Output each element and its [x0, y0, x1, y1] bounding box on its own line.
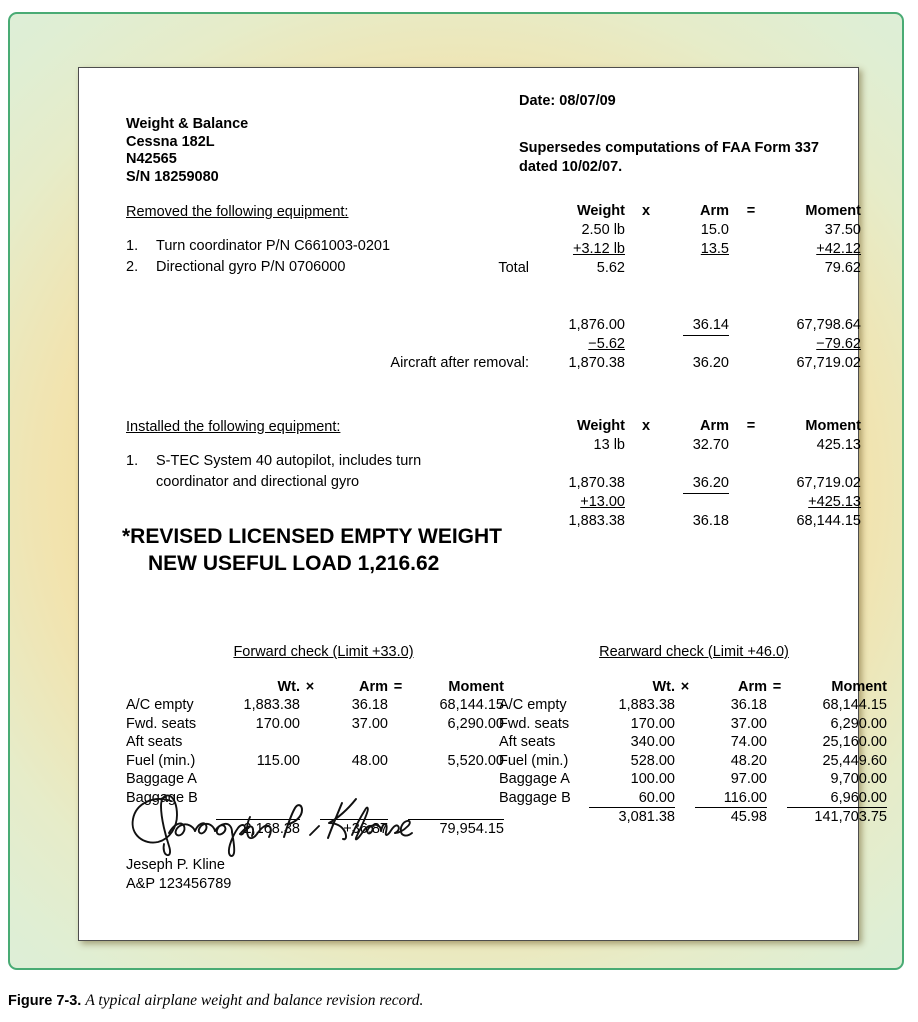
cell-moment — [408, 733, 504, 752]
column-header-wt: Wt. — [277, 678, 300, 695]
cell-wt: 1,883.38 — [618, 697, 675, 713]
table-row — [499, 770, 887, 789]
cell-times — [675, 696, 695, 715]
cell-times — [300, 752, 320, 771]
cell-equals — [767, 696, 787, 715]
column-header-equals: = — [393, 678, 403, 695]
column-header-times: × — [680, 678, 690, 695]
cell-total-arm: 45.98 — [730, 809, 767, 825]
cell-equals — [767, 733, 787, 752]
row-label: Aft seats — [499, 734, 556, 750]
cell-weight: 1,870.38 — [568, 355, 625, 371]
cell-equals — [388, 752, 408, 771]
cell-arm: 13.5 — [700, 241, 729, 257]
table-row — [126, 752, 504, 771]
cell-wt: 60.00 — [589, 789, 675, 808]
signature-image — [124, 793, 414, 861]
cell-total-arm: +36.87 — [320, 820, 388, 839]
cell-weight: +3.12 lb — [572, 241, 625, 257]
column-header-wt: Wt. — [652, 678, 675, 695]
cell-equals — [767, 808, 787, 827]
column-header-item — [126, 678, 216, 697]
cell-total-wt: 2,168.38 — [216, 820, 300, 839]
installed-equipment-calculation — [379, 417, 861, 531]
calc-row — [379, 221, 861, 240]
document-header-identity — [126, 116, 248, 186]
list-item-text: S-TEC System 40 autopilot, includes turn coordinator and directional gyro — [156, 453, 422, 490]
column-header-equals: = — [772, 678, 782, 695]
revised-line-1: *REVISED LICENSED EMPTY WEIGHT — [122, 525, 502, 548]
figure-caption — [8, 992, 423, 1010]
calc-header-row — [379, 202, 861, 221]
cell-times — [675, 789, 695, 808]
column-header-moment: Moment — [805, 203, 861, 219]
cell-arm: 36.18 — [692, 513, 729, 529]
cell-wt: 115.00 — [256, 752, 300, 769]
cell-arm: 37.00 — [730, 715, 767, 732]
list-item-number: 2. — [126, 259, 139, 275]
cell-times — [300, 733, 320, 752]
cell-arm — [320, 733, 388, 752]
cell-moment: 79.62 — [824, 260, 861, 276]
cell-total-wt: 3,081.38 — [618, 809, 675, 825]
document-page — [78, 67, 887, 941]
row-label: A/C empty — [126, 697, 194, 713]
decorative-frame — [8, 12, 904, 970]
cell-wt: 340.00 — [630, 734, 675, 750]
row-label: Fuel (min.) — [126, 752, 196, 769]
cell-total-moment: 79,954.15 — [408, 820, 504, 839]
cell-weight: 5.62 — [596, 260, 625, 276]
cell-weight: 1,883.38 — [568, 513, 625, 529]
cell-equals — [388, 733, 408, 752]
column-header-moment: Moment — [831, 678, 887, 695]
document-date: Date: 08/07/09 — [519, 93, 616, 109]
calc-spacer — [379, 455, 861, 474]
arm-rule — [683, 335, 729, 336]
cell-weight: 1,870.38 — [568, 475, 625, 491]
cell-wt — [216, 770, 300, 789]
cell-moment: 25,449.60 — [822, 752, 887, 769]
cell-arm: 36.20 — [692, 355, 729, 371]
row-label: Fuel (min.) — [499, 752, 569, 769]
cell-equals — [767, 715, 787, 734]
cell-equals — [767, 789, 787, 808]
cell-moment: 37.50 — [824, 222, 861, 238]
column-header-times: x — [641, 418, 651, 434]
row-label: Baggage A — [499, 771, 570, 787]
column-header-moment: Moment — [805, 418, 861, 434]
row-label: Baggage B — [499, 789, 571, 806]
cell-arm: 37.00 — [351, 715, 388, 732]
cell-equals — [767, 752, 787, 771]
removed-equipment-calculation — [379, 202, 861, 373]
table-row — [126, 696, 504, 715]
list-item-number: 1. — [126, 238, 139, 254]
spacer-cell — [408, 807, 504, 820]
row-label: Aft seats — [126, 734, 183, 750]
calc-row — [379, 436, 861, 455]
cell-moment — [408, 770, 504, 789]
column-header-arm: Arm — [358, 678, 388, 695]
cell-moment: 67,719.02 — [796, 355, 861, 371]
cell-arm — [667, 493, 729, 512]
rearward-check-table — [499, 643, 889, 827]
column-header-weight: Weight — [576, 418, 625, 434]
cell-moment: 5,520.00 — [447, 752, 504, 769]
cell-arm: 15.0 — [700, 222, 729, 238]
figure-number: Figure 7-3. — [8, 993, 82, 1009]
calc-total-row — [379, 354, 861, 373]
supersedes-note: Supersedes computations of FAA Form 337 dated 10/02/07. — [519, 140, 819, 175]
column-header-times: x — [641, 203, 651, 219]
removed-equipment-heading: Removed the following equipment: — [126, 204, 349, 220]
cell-moment: 68,144.15 — [796, 513, 861, 529]
header-line-registration: N42565 — [126, 151, 177, 167]
cell-times — [675, 752, 695, 771]
calc-total-row — [379, 259, 861, 278]
cell-arm — [320, 770, 388, 789]
cell-arm: 36.18 — [730, 697, 767, 713]
calc-row-label: Total — [498, 260, 529, 276]
cell-weight: 2.50 lb — [581, 222, 625, 238]
signer-certificate: A&P 123456789 — [126, 876, 232, 892]
table-row — [499, 733, 887, 752]
cell-moment — [408, 789, 504, 808]
row-label: Baggage B — [126, 789, 198, 806]
column-header-arm: Arm — [737, 678, 767, 695]
table-row — [499, 789, 887, 808]
cell-moment: 67,719.02 — [796, 475, 861, 491]
calc-header-row — [379, 417, 861, 436]
cell-arm — [667, 335, 729, 354]
cell-moment: 67,798.64 — [796, 317, 861, 333]
cell-moment: 9,700.00 — [830, 771, 887, 787]
cell-wt: 1,883.38 — [243, 697, 300, 713]
cell-arm: 36.20 — [692, 475, 729, 491]
rearward-check-title: Rearward check (Limit +46.0) — [599, 644, 789, 660]
cell-times — [300, 770, 320, 789]
cell-moment: 425.13 — [816, 437, 861, 453]
header-line-title: Weight & Balance — [126, 116, 249, 132]
figure-caption-text: A typical airplane weight and balance revision record. — [85, 992, 424, 1009]
table — [499, 678, 887, 827]
cell-arm: 116.00 — [695, 789, 767, 808]
cell-wt: 170.00 — [255, 715, 300, 732]
cell-moment: 6,290.00 — [830, 715, 887, 732]
cell-times — [675, 808, 695, 827]
cell-moment: 6,290.00 — [447, 715, 504, 732]
cell-moment: 68,144.15 — [822, 697, 887, 713]
cell-times — [675, 733, 695, 752]
cell-wt: 170.00 — [630, 715, 675, 732]
cell-arm: 36.14 — [692, 317, 729, 333]
table-total-row — [499, 808, 887, 827]
cell-times — [300, 715, 320, 734]
cell-times — [675, 715, 695, 734]
cell-equals — [767, 770, 787, 789]
calc-row — [379, 335, 861, 354]
row-label: Baggage A — [126, 771, 197, 787]
revised-line-2: NEW USEFUL LOAD 1,216.62 — [148, 552, 440, 575]
list-item — [126, 236, 390, 257]
cell-moment: 68,144.15 — [439, 697, 504, 713]
cell-weight: +13.00 — [580, 494, 625, 510]
row-label — [499, 808, 589, 827]
list-item-text: Directional gyro P/N 0706000 — [156, 259, 346, 275]
calc-row — [379, 474, 861, 493]
table-header-row — [126, 678, 504, 697]
cell-arm: 36.18 — [351, 697, 388, 713]
column-header-weight: Weight — [576, 203, 625, 219]
calc-spacer — [379, 297, 861, 316]
cell-times — [675, 770, 695, 789]
cell-moment: −79.62 — [816, 336, 861, 352]
column-header-item — [499, 678, 589, 697]
arm-rule — [683, 493, 729, 494]
cell-arm: 74.00 — [730, 734, 767, 750]
column-header-times: × — [305, 678, 315, 695]
cell-moment: 25,160.00 — [822, 734, 887, 750]
calc-spacer — [379, 278, 861, 297]
header-line-model: Cessna 182L — [126, 133, 215, 150]
cell-weight: 1,876.00 — [568, 317, 625, 333]
calc-row — [379, 316, 861, 335]
cell-wt: 528.00 — [630, 752, 675, 769]
header-line-serial: S/N 18259080 — [126, 168, 219, 185]
calc-row-label: Aircraft after removal: — [390, 355, 529, 371]
cell-moment: +42.12 — [816, 241, 861, 257]
row-label: Fwd. seats — [499, 715, 570, 732]
row-label: A/C empty — [499, 697, 567, 713]
table-row — [126, 715, 504, 734]
list-item-text: Turn coordinator P/N C661003-0201 — [156, 238, 391, 254]
list-item — [126, 257, 390, 278]
table-row — [126, 770, 504, 789]
cell-moment: 6,960.00 — [787, 789, 887, 808]
list-item-number: 1. — [126, 453, 139, 469]
cell-wt: 100.00 — [630, 771, 675, 787]
calc-row — [379, 240, 861, 259]
cell-weight: 13 lb — [593, 437, 625, 453]
table-row — [499, 715, 887, 734]
installed-equipment-heading: Installed the following equipment: — [126, 419, 341, 435]
cell-times — [300, 696, 320, 715]
cell-total-moment: 141,703.75 — [814, 809, 887, 825]
table-row — [499, 752, 887, 771]
table-header-row — [499, 678, 887, 697]
calc-row — [379, 493, 861, 512]
cell-moment: +425.13 — [808, 494, 861, 510]
column-header-equals: = — [746, 418, 756, 434]
cell-arm: 48.00 — [351, 752, 388, 769]
row-label: Fwd. seats — [126, 715, 197, 732]
cell-arm: 97.00 — [730, 771, 767, 787]
removed-equipment-list — [126, 236, 390, 278]
cell-equals — [388, 770, 408, 789]
column-header-equals: = — [746, 203, 756, 219]
cell-arm: 32.70 — [692, 437, 729, 453]
table-row — [126, 733, 504, 752]
column-header-moment: Moment — [448, 678, 504, 695]
forward-check-title: Forward check (Limit +33.0) — [233, 644, 414, 660]
cell-equals — [388, 715, 408, 734]
column-header-arm: Arm — [699, 203, 729, 219]
cell-weight: −5.62 — [588, 336, 625, 352]
cell-arm: 48.20 — [730, 752, 767, 769]
signer-printed-name: Jeseph P. Kline — [126, 857, 225, 873]
table-row — [499, 696, 887, 715]
cell-equals — [388, 696, 408, 715]
cell-wt — [216, 733, 300, 752]
column-header-arm: Arm — [699, 418, 729, 434]
handwritten-signature-icon — [124, 793, 414, 861]
signature-block — [126, 856, 231, 894]
revised-empty-weight-banner — [122, 523, 502, 577]
